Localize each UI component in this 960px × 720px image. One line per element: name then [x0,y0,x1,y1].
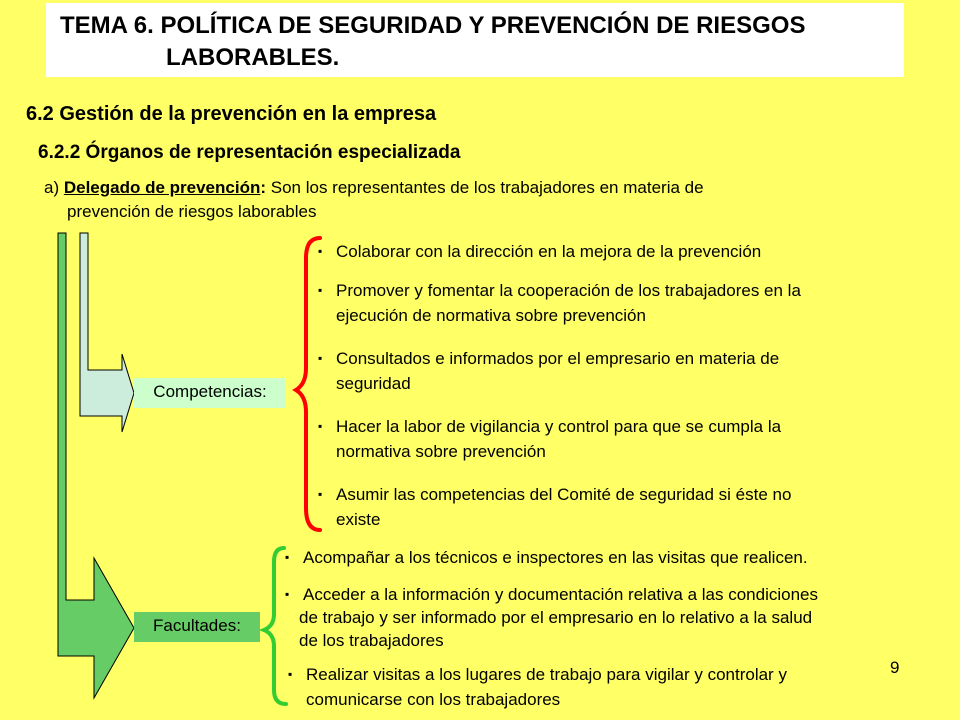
page-number: 9 [890,658,900,677]
bullet-icon: ▪ [288,667,293,681]
page-title-line-2: LABORABLES. [166,44,340,71]
competencias-label: Competencias: [134,378,286,408]
bullet-icon: ▪ [285,550,290,564]
page-title-line-1: TEMA 6. POLÍTICA DE SEGURIDAD Y PREVENCIÓN DE RIESGOS [60,12,806,39]
facultades-label: Facultades: [134,612,260,642]
bullet-icon: ▪ [318,351,323,365]
facultades-brace [264,548,286,704]
bullet-icon: ▪ [318,419,323,433]
bullet-icon: ▪ [318,244,323,258]
intro-term: Delegado de prevención [63,178,261,197]
intro-colon: : [260,178,267,197]
intro-text-1: Son los representantes de los trabajadores en materia de [266,178,704,197]
bullet-icon: ▪ [318,487,323,501]
facultad-item: ▪ Realizar visitas a los lugares de trabajo para vigilar y controlar y comunicarse con los trabajadores [288,662,787,712]
bullet-icon: ▪ [285,587,290,601]
intro-prefix: a) [44,178,64,197]
competencias-brace [296,238,320,530]
facultades-arrow [58,233,134,698]
competencia-item: ▪ Colaborar con la dirección en la mejora de la prevención [318,239,761,264]
competencia-item: ▪ Asumir las competencias del Comité de seguridad si éste no existe [318,482,791,532]
facultad-item: ▪ Acceder a la información y documentación relativa a las condiciones de trabajo y ser informado por el empresario en lo relativo a la salud de los trabajadores [285,585,818,650]
intro-line-2: prevención de riesgos laborables [67,202,317,221]
competencia-item: ▪ Consultados e informados por el empresario en materia de seguridad [318,346,779,396]
competencia-item: ▪ Promover y fomentar la cooperación de los trabajadores en la ejecución de normativa sobre prevención [318,278,801,328]
competencia-item: ▪ Hacer la labor de vigilancia y control para que se cumpla la normativa sobre prevención [318,414,781,464]
bullet-icon: ▪ [318,283,323,297]
section-heading: 6.2 Gestión de la prevención en la empresa [26,103,437,125]
competencias-arrow [80,233,134,432]
subsection-heading: 6.2.2 Órganos de representación especializada [38,142,461,163]
facultad-item: ▪ Acompañar a los técnicos e inspectores en las visitas que realicen. [285,545,808,570]
